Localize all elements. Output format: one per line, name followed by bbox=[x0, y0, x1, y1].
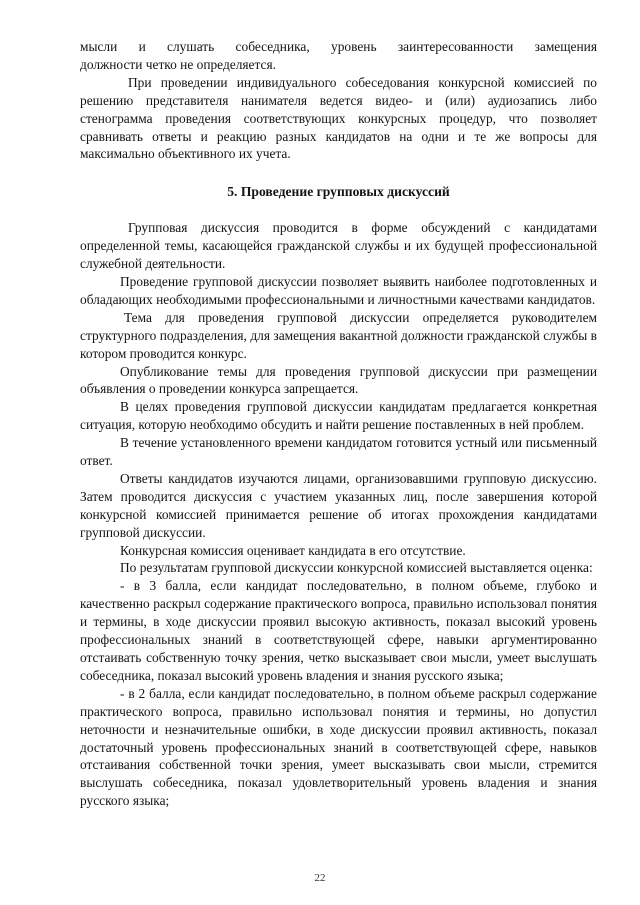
paragraph: Опубликование темы для проведения групповой дискуссии при размещении объявления о проведении конкурса запрещается. bbox=[80, 363, 597, 397]
document-page bbox=[80, 38, 597, 810]
intro-line-2: должности четко не определяется. bbox=[80, 56, 276, 72]
section-heading: 5. Проведение групповых дискуссий bbox=[227, 184, 450, 200]
paragraph: Конкурсная комиссия оценивает кандидата в его отсутствие. bbox=[120, 542, 466, 558]
paragraph: Групповая дискуссия проводится в форме обсуждений с кандидатами определенной темы, касающейся гражданской службы и их будущей профессиональной служебной деятельности. bbox=[80, 220, 597, 272]
paragraph: Тема для проведения групповой дискуссии определяется руководителем структурного подразделения, для замещения вакантной должности гражданской службы в котором проводится конкурс. bbox=[80, 309, 597, 361]
paragraph: Проведение групповой дискуссии позволяет выявить наиболее подготовленных и обладающих необходимыми профессиональными и личностными качествами кандидатов. bbox=[80, 273, 597, 307]
intro-paragraph: При проведении индивидуального собеседования конкурсной комиссией по решению представителя нанимателя ведется видео- и (или) аудиозапись либо стенограмма проведения соответствующих конкурсных процедур, что позволяет сравнивать ответы и реакцию разных кандидатов на одни и те же вопросы для максимально объективного их учета. bbox=[80, 74, 597, 162]
paragraph: По результатам групповой дискуссии конкурсной комиссией выставляется оценка: bbox=[120, 560, 593, 576]
paragraph: В целях проведения групповой дискуссии кандидатам предлагается конкретная ситуация, которую необходимо обсудить и найти решение поставленных в ней проблем. bbox=[80, 399, 597, 433]
list-item-score-3: - в 3 балла, если кандидат последовательно, в полном объеме, глубоко и качественно раскрыл содержание практического вопроса, правильно использовал понятия и термины, в ходе дискуссии проявил высокую активность, показал высокий уровень профессиональных знаний в соответствующей сфере, навыки аргументированно отстаивать собственную точку зрения, четко высказывает свои мысли, умеет выслушать собеседника, показал высокий уровень владения и знания русского языка; bbox=[80, 578, 597, 683]
intro-line-1: мысли и слушать собеседника, уровень заинтересованности замещения bbox=[80, 39, 597, 54]
paragraph: Ответы кандидатов изучаются лицами, организовавшими групповую дискуссию. Затем проводится дискуссия с участием указанных лиц, после завершения которой конкурсной комиссией принимается решение об итогах прохождения кандидатами групповой дискуссии. bbox=[80, 470, 597, 540]
page-number: 22 bbox=[314, 872, 326, 884]
list-item-score-2: - в 2 балла, если кандидат последовательно, в полном объеме раскрыл содержание практического вопроса, правильно использовал понятия и термины, но допустил неточности и незначительные ошибки, в ходе дискуссии проявил активность, показал достаточный уровень профессиональных знаний в соответствующей сфере, навыков отстаивания собственной точки зрения, умеет высказывать свои мысли, стремится выслушать собеседника, показал удовлетворительный уровень владения и знания русского языка; bbox=[80, 685, 597, 809]
paragraph: В течение установленного времени кандидатом готовится устный или письменный ответ. bbox=[80, 435, 597, 469]
